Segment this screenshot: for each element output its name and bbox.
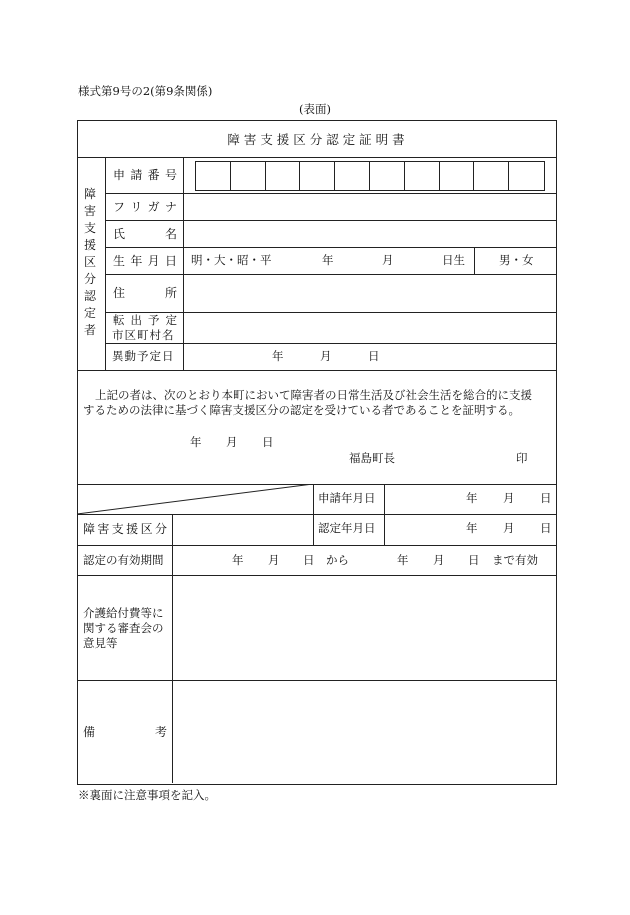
certification-date-day2: 日 [540,521,552,535]
validity-to-month: 月 [433,553,445,567]
address-label: 住 所 [113,286,177,300]
certification-date-month: 月 [226,435,238,449]
support-category-field[interactable] [173,515,312,544]
validity-from-year: 年 [232,553,244,567]
remarks-label: 備 考 [83,725,167,739]
validity-from-text: から [326,553,349,567]
issuer-name: 福島町長 [349,451,395,465]
certification-date-day: 日 [262,435,274,449]
form-number: 様式第9号の2(第9条関係) [78,84,213,98]
application-date-month: 月 [503,491,515,505]
application-date-label: 申請年月日 [318,491,376,505]
application-number-boxes[interactable] [195,161,545,191]
validity-from-month: 月 [268,553,280,567]
certification-date-month2: 月 [503,521,515,535]
application-date-year: 年 [466,491,478,505]
transfer-label-line1: 転 出 予 定 [113,313,177,327]
address-field[interactable] [184,275,555,312]
birthdate-year: 年 [322,253,334,267]
certification-date-label: 認定年月日 [318,521,376,535]
birthdate-label: 生 年 月 日 [113,254,177,268]
validity-to-year: 年 [397,553,409,567]
move-date-month: 月 [320,349,332,363]
transfer-municipality-field[interactable] [184,313,555,343]
validity-period-label: 認定の有効期間 [83,553,164,567]
name-label: 氏 名 [113,227,177,241]
certification-text-line1: 上記の者は、次のとおり本町において障害者の日常生活及び社会生活を総合的に支援 [95,388,532,402]
furigana-label: フ リ ガ ナ [113,200,177,214]
validity-to-day: 日 [468,553,480,567]
form-side-label: (表面) [299,102,331,116]
review-opinion-label-3: 意見等 [83,636,118,650]
seal-mark: 印 [516,451,528,465]
validity-until-text: まで有効 [492,553,538,567]
certification-date-year: 年 [190,435,202,449]
sex-options: 男・女 [499,253,534,267]
review-opinion-label-2: 関する審査会の [83,621,164,635]
validity-from-day: 日 [303,553,315,567]
name-field[interactable] [184,221,555,247]
birthdate-month: 月 [382,253,394,267]
move-date-day: 日 [368,349,380,363]
footnote: ※裏面に注意事項を記入。 [78,788,216,802]
application-date-day: 日 [540,491,552,505]
blank-diagonal-cell [77,484,313,514]
birthdate-day: 日生 [442,253,465,267]
birthdate-eras: 明・大・昭・平 [191,253,272,267]
review-opinion-label-1: 介護給付費等に [83,606,164,620]
certified-person-label: 障 害 支 援 区 分 認 定 者 [83,187,96,337]
application-number-label: 申 請 番 号 [113,168,177,182]
furigana-field[interactable] [184,194,555,220]
remarks-field[interactable] [173,681,555,782]
transfer-label-line2: 市区町村名 [112,328,175,342]
support-category-label: 障 害 支 援 区 分 [83,522,167,536]
certificate-title: 障 害 支 援 区 分 認 定 証 明 書 [227,132,405,147]
move-date-label: 異動予定日 [112,349,175,363]
move-date-year: 年 [272,349,284,363]
certification-date-year2: 年 [466,521,478,535]
review-opinion-field[interactable] [173,576,555,679]
certification-text-line2: するための法律に基づく障害支援区分の認定を受けている者であることを証明する。 [83,403,520,417]
